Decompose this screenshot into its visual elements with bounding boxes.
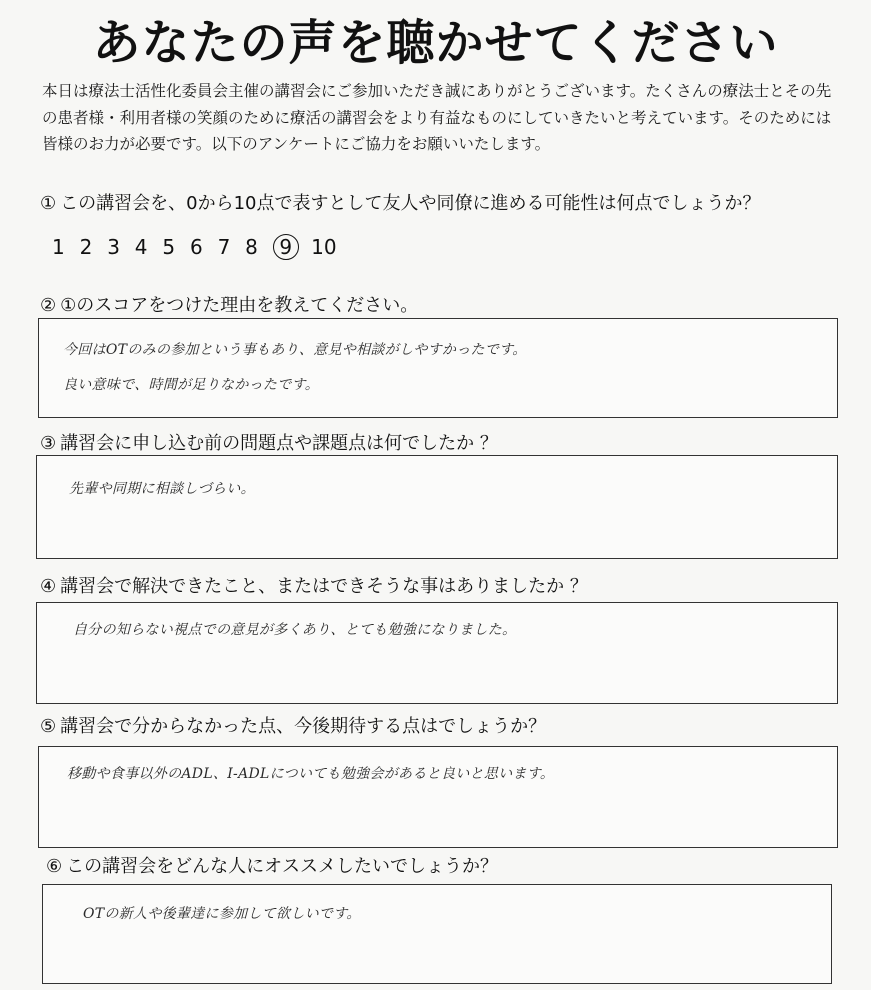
score-option[interactable]: 8 bbox=[245, 235, 258, 259]
question-3 bbox=[40, 429, 498, 455]
question-2-number: ② bbox=[40, 295, 57, 316]
score-option[interactable]: 7 bbox=[217, 235, 231, 259]
page-title: あなたの声を聴かせてください bbox=[92, 15, 779, 71]
answer-3-line-1: 先輩や同期に相談しづらい。 bbox=[69, 481, 255, 497]
question-6 bbox=[46, 852, 498, 878]
answer-4-line-1: 自分の知らない視点での意見が多くあり、とても勉強になりました。 bbox=[73, 622, 517, 638]
question-6-number: ⑥ bbox=[46, 856, 63, 877]
question-5 bbox=[40, 712, 546, 738]
answer-6-line-1: OTの新人や後輩達に参加して欲しいです。 bbox=[83, 906, 361, 922]
question-2-text: ①のスコアをつけた理由を教えてください。 bbox=[60, 295, 419, 316]
answer-box-6[interactable] bbox=[42, 884, 832, 984]
answer-5-line-1: 移動や食事以外のADL、I-ADLについても勉強会があると良いと思います。 bbox=[67, 766, 555, 782]
score-option[interactable]: 5 bbox=[162, 235, 176, 259]
question-4-number: ④ bbox=[40, 576, 57, 597]
answer-box-4[interactable] bbox=[36, 602, 838, 704]
answer-box-2[interactable] bbox=[38, 318, 838, 418]
question-3-text: 講習会に申し込む前の問題点や課題点は何でしたか ？ bbox=[60, 433, 498, 454]
score-scale[interactable] bbox=[52, 234, 345, 260]
answer-box-5[interactable] bbox=[38, 746, 838, 848]
question-5-text: 講習会で分からなかった点、今後期待する点はでしょうか？ bbox=[60, 716, 547, 737]
intro-text: 本日は療法士活性化委員会主催の講習会にご参加いただき誠にありがとうございます。たくさんの療法士とその先の患者様・利用者様の笑顔のために療活の講習会をより有益なものにしていきたいと考えています。そのためには皆様のお力が必要です。以下のアンケートにご協力をお願いいたします。 bbox=[42, 82, 832, 153]
score-option[interactable]: 3 bbox=[107, 235, 120, 259]
score-option[interactable]: 1 bbox=[52, 235, 65, 259]
question-1-text: この講習会を、0から10点で表すとして友人や同僚に進める可能性は何点でしょうか？ bbox=[60, 193, 761, 214]
score-option-selected[interactable]: 9 bbox=[273, 234, 299, 260]
score-option[interactable]: 10 bbox=[311, 235, 337, 259]
question-3-number: ③ bbox=[40, 433, 57, 454]
question-6-text: この講習会をどんな人にオススメしたいでしょうか？ bbox=[66, 856, 498, 877]
question-4 bbox=[40, 572, 588, 598]
question-4-text: 講習会で解決できたこと、またはできそうな事はありましたか ？ bbox=[60, 576, 588, 597]
question-2 bbox=[40, 291, 418, 317]
score-option[interactable]: 4 bbox=[134, 235, 148, 259]
score-option[interactable]: 6 bbox=[189, 235, 203, 259]
answer-2-line-1: 今回はOTのみの参加という事もあり、意見や相談がしやすかったです。 bbox=[63, 342, 527, 358]
score-option[interactable]: 2 bbox=[79, 235, 93, 259]
answer-2-line-2: 良い意味で、時間が足りなかったです。 bbox=[63, 377, 319, 393]
question-1 bbox=[40, 189, 761, 215]
answer-box-3[interactable] bbox=[36, 455, 838, 559]
question-1-number: ① bbox=[40, 193, 57, 214]
question-5-number: ⑤ bbox=[40, 716, 57, 737]
